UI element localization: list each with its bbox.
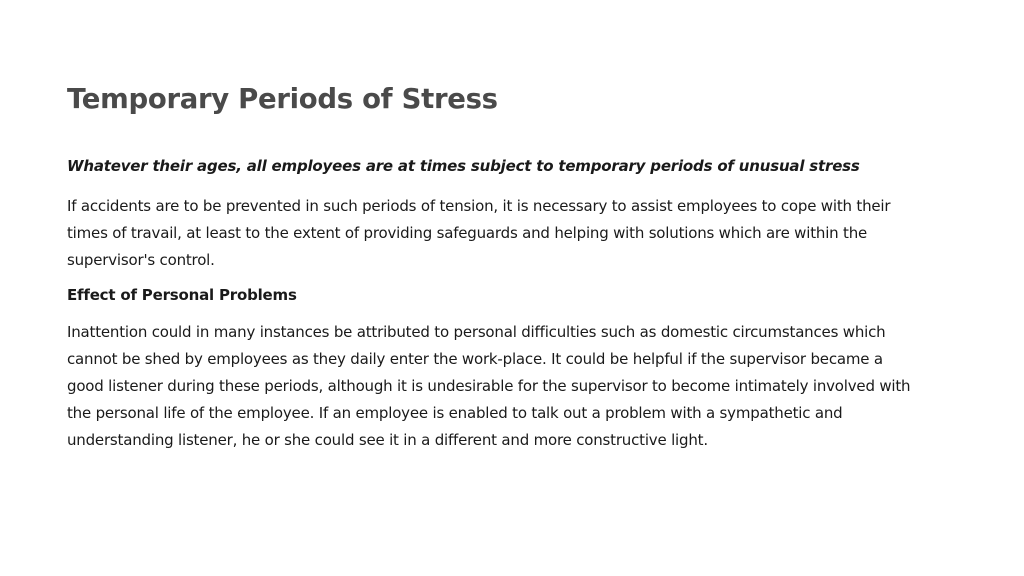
page-title: Temporary Periods of Stress [67,83,498,115]
paragraph-intro: If accidents are to be prevented in such periods of tension, it is necessary to assist employees to cope with their times of travail, at least to the extent of providing safeguards and helping with solutions which are within the supervisor's control. [67,197,891,269]
section-heading: Effect of Personal Problems [67,286,297,305]
paragraph-personal-problems: Inattention could in many instances be attributed to personal difficulties such as domestic circumstances which cannot be shed by employees as they daily enter the work-place. It could be helpful if the supervisor became a good listener during these periods, although it is undesirable for the supervisor to become intimately involved with the personal life of the employee. If an employee is enabled to talk out a problem with a sympathetic and understanding listener, he or she could see it in a different and more constructive light. [67,323,911,449]
subtitle: Whatever their ages, all employees are at times subject to temporary periods of unusual stress [67,157,860,175]
